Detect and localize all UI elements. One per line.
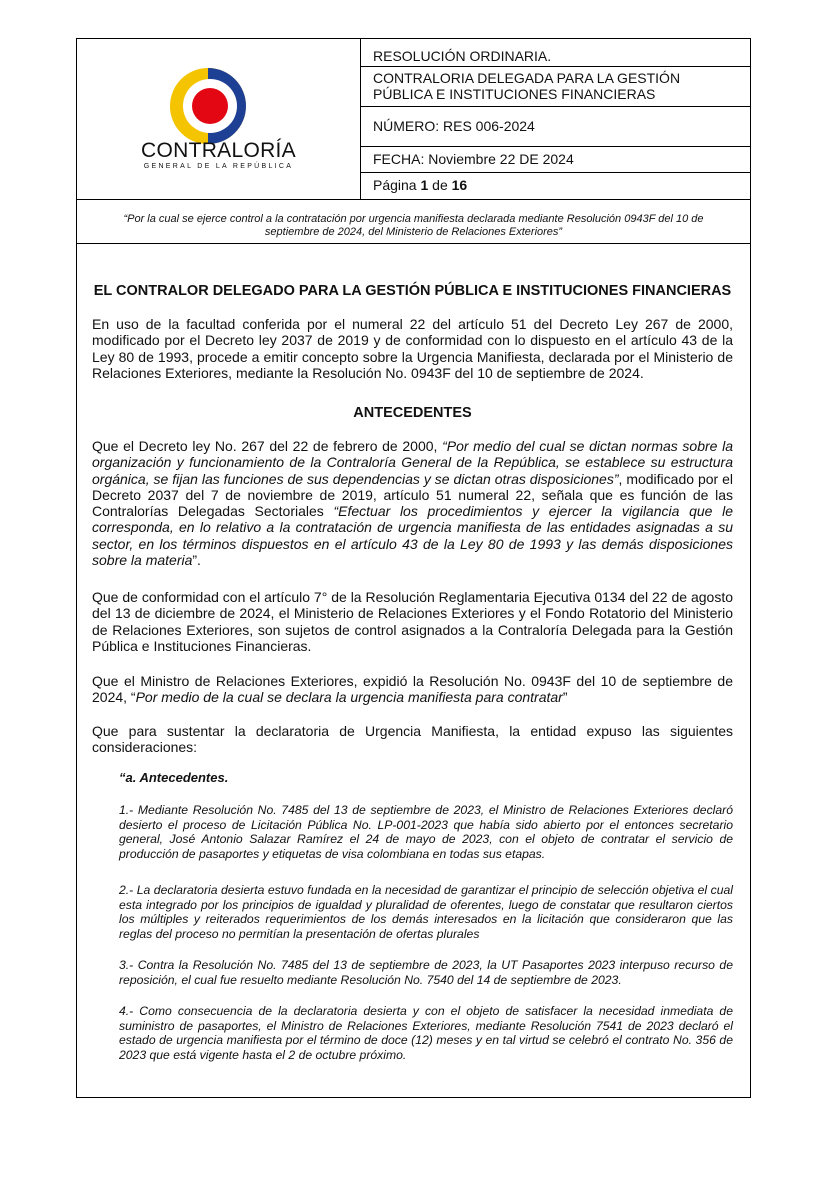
quote-item-1: 1.- Mediante Resolución No. 7485 del 13 de septiembre de 2023, el Ministro de Relaciones Exteriores declaró desierto el proceso de Licitación Pública No. LP-001-2023 que había sido abierto por el entonces secretario general, José Antonio Salazar Ramírez el 24 de mayo de 2023, con el objeto de contratar el servicio de producción de pasaportes y etiquetas de visa colombiana en todas sus etapas. (119, 803, 733, 861)
resolution-number: NÚMERO: RES 006-2024 (373, 118, 535, 134)
quote-heading: “a. Antecedentes. (119, 770, 229, 785)
p1-quote-b: “Por medio del cual se dictan normas sobre la organización y funcionamiento de la Contraloría General de la República, se establece su estructura orgánica, se fijan las funciones de sus dependencias y se dictan otras disposiciones” (92, 438, 734, 487)
quote-item-3: 3.- Contra la Resolución No. 7485 del 13 de septiembre de 2023, la UT Pasaportes 2023 interpuso recurso de reposición, el cual fue resuelto mediante Resolución No. 7540 del 14 de septiembre de 2023. (119, 958, 733, 987)
resolution-subtitle: “Por la cual se ejerce control a la contratación por urgencia manifiesta declarada mediante Resolución 0943F del 10 de septiembre de 2024, del Ministerio de Relaciones Exteriores” (77, 199, 750, 244)
document-page (76, 38, 751, 1098)
logo-subname: GENERAL DE LA REPÚBLICA (143, 163, 294, 170)
contraloria-logo-emblem (163, 61, 253, 151)
resolution-date: FECHA: Noviembre 22 DE 2024 (373, 151, 574, 167)
p1-text-c: , modificado por el Decreto 2037 del 7 de noviembre de 2019, artículo 51 numeral 22, señala que es función de las Contralorías Delegadas Sectoriales (92, 470, 733, 520)
p1-text-e: ”. (192, 552, 201, 569)
quote-item-4: 4.- Como consecuencia de la declaratoria desierta y con el objeto de satisfacer la necesidad inmediata de suministro de pasaportes, el Ministro de Relaciones Exteriores, mediante Resolución 7541 de 2023 declaró el estado de urgencia manifiesta por el término de doce (12) meses y en tal virtud se celebró el contrato No. 356 de 2023 que está vigente hasta el 2 de octubre próximo. (119, 1004, 733, 1062)
page-current: 1 (420, 177, 429, 193)
page-mid: de (428, 177, 452, 193)
date-row (361, 147, 750, 173)
office-row (361, 67, 750, 107)
page-row (361, 173, 750, 199)
intro-paragraph: En uso de la facultad conferida por el numeral 22 del artículo 51 del Decreto Ley 267 de 2000, modificado por el Decreto ley 2037 de 2019 y de conformidad con lo dispuesto en el artículo 43 de la Ley 80 de 1993, procede a emitir concepto sobre la Urgencia Manifiesta, declarada por el Ministerio de Relaciones Exteriores, mediante la Resolución No. 0943F del 10 de septiembre de 2024. (92, 316, 733, 381)
paragraph-decreto (92, 438, 733, 568)
doc-type-row (361, 39, 750, 67)
document-title: EL CONTRALOR DELEGADO PARA LA GESTIÓN PÚBLICA E INSTITUCIONES FINANCIERAS (93, 283, 732, 299)
logo-name: CONTRALORÍA (141, 139, 296, 162)
office-line-2: PÚBLICA E INSTITUCIONES FINANCIERAS (373, 86, 656, 102)
doc-type: RESOLUCIÓN ORDINARIA. (373, 48, 552, 64)
antecedentes-heading: ANTECEDENTES (353, 405, 472, 421)
paragraph-ministro (92, 673, 733, 706)
p3-text-c: ” (562, 689, 568, 706)
number-row (361, 107, 750, 147)
p3-text-a: Que el Ministro de Relaciones Exteriores, expidió la Resolución No. 0943F del 10 de septiembre de 2024, “ (92, 673, 733, 706)
page-prefix: Página (373, 177, 421, 193)
document-header (77, 39, 750, 199)
p1-text-a: Que el Decreto ley No. 267 del 22 de febrero de 2000, (92, 438, 443, 454)
paragraph-conformidad: Que de conformidad con el artículo 7° de la Resolución Reglamentaria Ejecutiva 0134 del 22 de agosto del 13 de diciembre de 2024, el Ministerio de Relaciones Exteriores y el Fondo Rotatorio del Ministerio de Relaciones Exteriores, son sujetos de control asignados a la Contraloría Delegada para la Gestión Pública e Instituciones Financieras. (92, 589, 733, 654)
logo-cell (77, 39, 361, 199)
page-total: 16 (451, 177, 468, 193)
office-line-1: CONTRALORIA DELEGADA PARA LA GESTIÓN (373, 70, 681, 86)
paragraph-sustentar: Que para sustentar la declaratoria de Urgencia Manifiesta, la entidad expuso las siguientes consideraciones: (92, 723, 733, 756)
p3-quote-b: Por medio de la cual se declara la urgencia manifiesta para contratar (135, 689, 563, 706)
quote-item-2: 2.- La declaratoria desierta estuvo fundada en la necesidad de garantizar el principio de selección objetiva el cual esta integrado por los principios de igualdad y pluralidad de oferentes, luego de constatar que resultaron ciertos los múltiples y reiterados requerimientos de los demás interesados en la licitación que consideraron que las reglas del proceso no permitían la presentación de ofertas plurales (119, 883, 733, 941)
p1-quote-d: “Efectuar los procedimientos y ejercer la vigilancia que le corresponda, en lo relativo a la contratación de urgencia manifiesta de las entidades asignadas a su sector, en los términos dispuestos en el artículo 43 de la Ley 80 de 1993 y las demás disposiciones sobre la materia (92, 503, 733, 569)
